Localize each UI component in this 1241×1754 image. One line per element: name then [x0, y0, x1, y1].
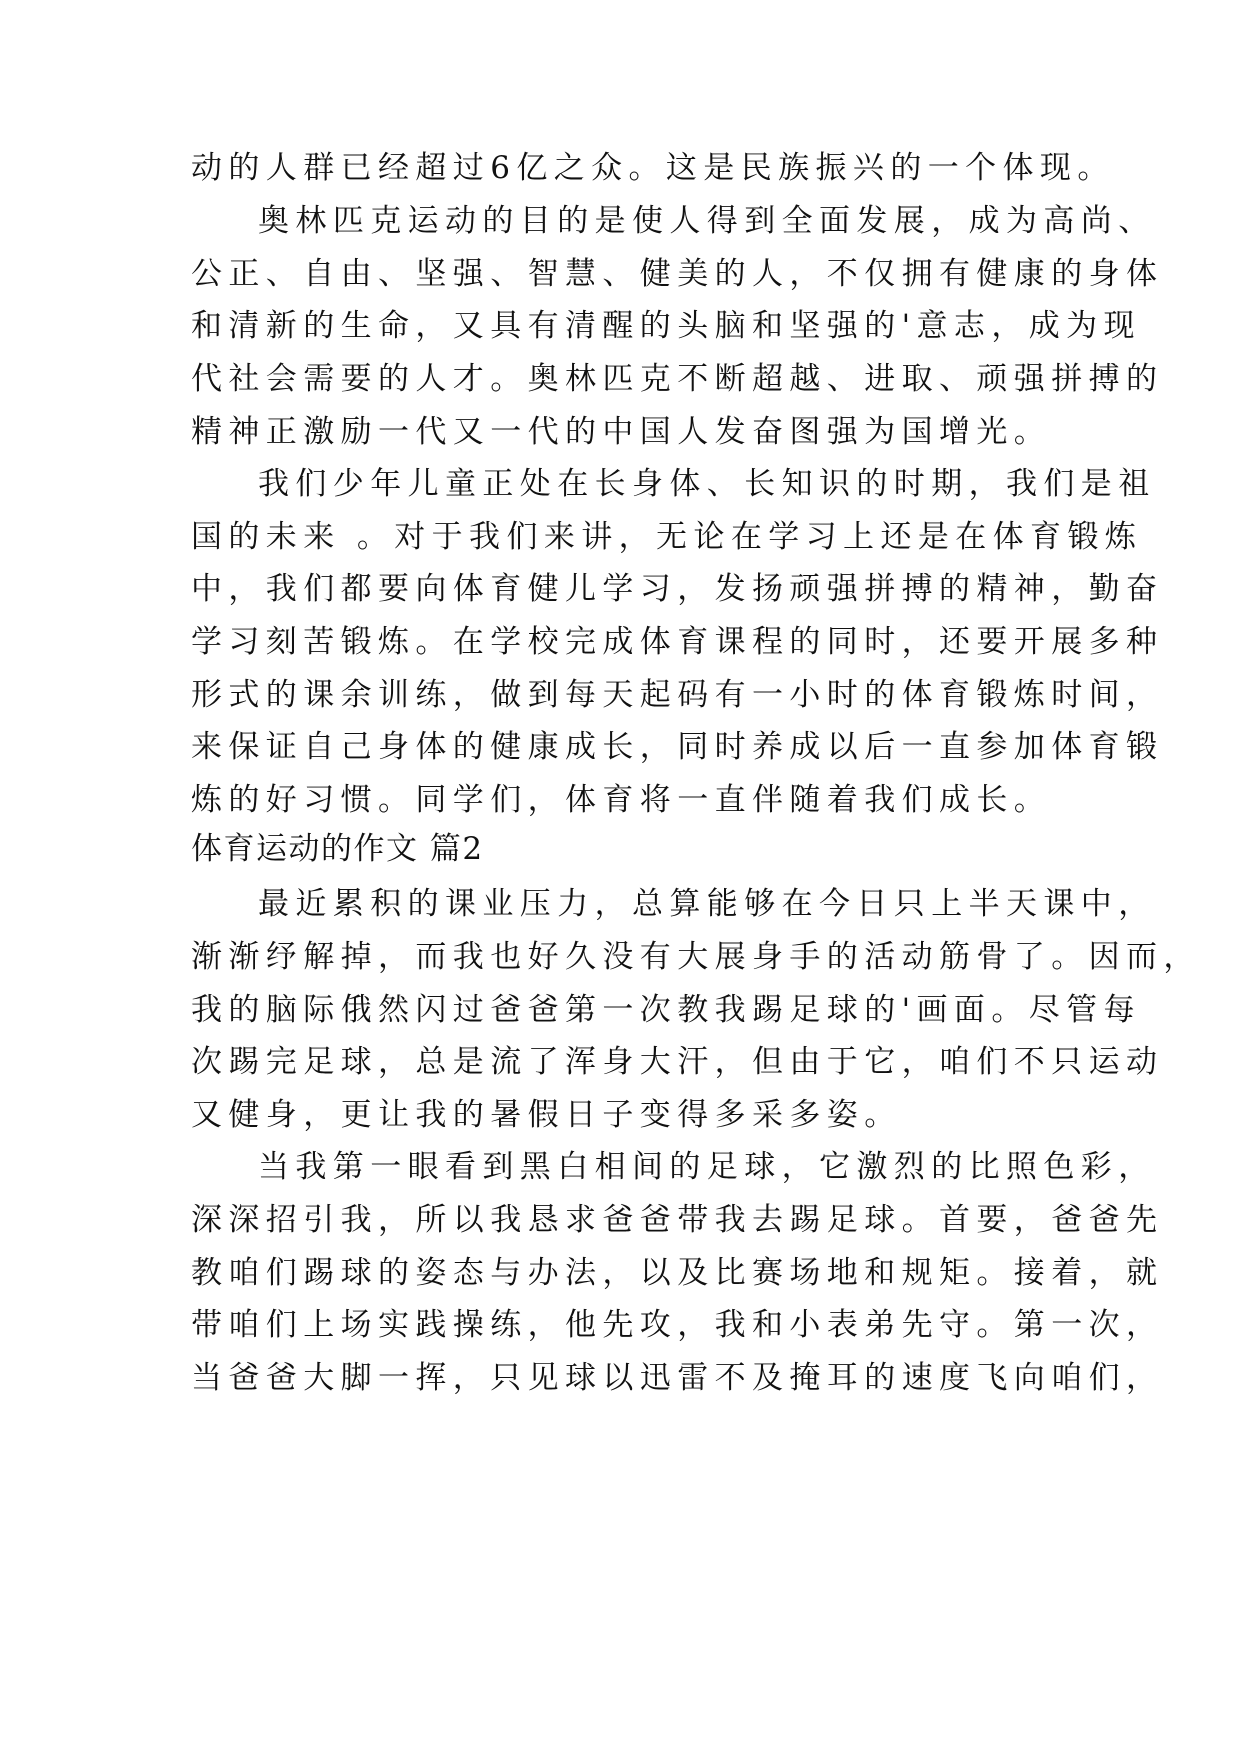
paragraph-line: 深深招引我，所以我恳求爸爸带我去踢足球。首要，爸爸先	[191, 1202, 1164, 1238]
paragraph-line: 次踢完足球，总是流了浑身大汗，但由于它，咱们不只运动	[191, 1044, 1164, 1080]
paragraph-line: 中，我们都要向体育健儿学习，发扬顽强拼搏的精神，勤奋	[191, 571, 1164, 607]
paragraph-line: 代社会需要的人才。奥林匹克不断超越、进取、顽强拼搏的	[191, 361, 1164, 397]
paragraph-line: 精神正激励一代又一代的中国人发奋图强为国增光。	[191, 414, 1052, 450]
paragraph-line: 最近累积的课业压力，总算能够在今日只上半天课中，	[258, 886, 1156, 922]
paragraph-line: 国的未来 。对于我们来讲，无论在学习上还是在体育锻炼	[191, 519, 1143, 555]
paragraph-line: 带咱们上场实践操练，他先攻，我和小表弟先守。第一次，	[191, 1307, 1164, 1343]
paragraph-line: 炼的好习惯。同学们，体育将一直伴随着我们成长。	[191, 782, 1052, 818]
section-heading: 体育运动的作文 篇2	[191, 831, 484, 867]
paragraph-line: 当我第一眼看到黑白相间的足球，它激烈的比照色彩，	[258, 1149, 1156, 1185]
paragraph-line: 教咱们踢球的姿态与办法，以及比赛场地和规矩。接着，就	[191, 1255, 1164, 1291]
paragraph-line: 学习刻苦锻炼。在学校完成体育课程的同时，还要开展多种	[191, 624, 1164, 660]
paragraph-line: 来保证自己身体的健康成长，同时养成以后一直参加体育锻	[191, 729, 1164, 765]
paragraph-line: 形式的课余训练，做到每天起码有一小时的体育锻炼时间，	[191, 677, 1164, 713]
paragraph-line: 动的人群已经超过6亿之众。这是民族振兴的一个体现。	[191, 150, 1115, 186]
paragraph-line: 和清新的生命，又具有清醒的头脑和坚强的'意志，成为现	[191, 308, 1141, 344]
paragraph-line: 我的脑际俄然闪过爸爸第一次教我踢足球的'画面。尽管每	[191, 992, 1141, 1028]
paragraph-line: 渐渐纾解掉，而我也好久没有大展身手的活动筋骨了。因而，	[191, 939, 1201, 975]
paragraph-line: 当爸爸大脚一挥，只见球以迅雷不及掩耳的速度飞向咱们，	[191, 1360, 1164, 1396]
paragraph-line: 奥林匹克运动的目的是使人得到全面发展，成为高尚、	[258, 203, 1156, 239]
paragraph-line: 又健身，更让我的暑假日子变得多采多姿。	[191, 1097, 902, 1133]
paragraph-line: 我们少年儿童正处在长身体、长知识的时期，我们是祖	[258, 466, 1156, 502]
paragraph-line: 公正、自由、坚强、智慧、健美的人，不仅拥有健康的身体	[191, 256, 1164, 292]
